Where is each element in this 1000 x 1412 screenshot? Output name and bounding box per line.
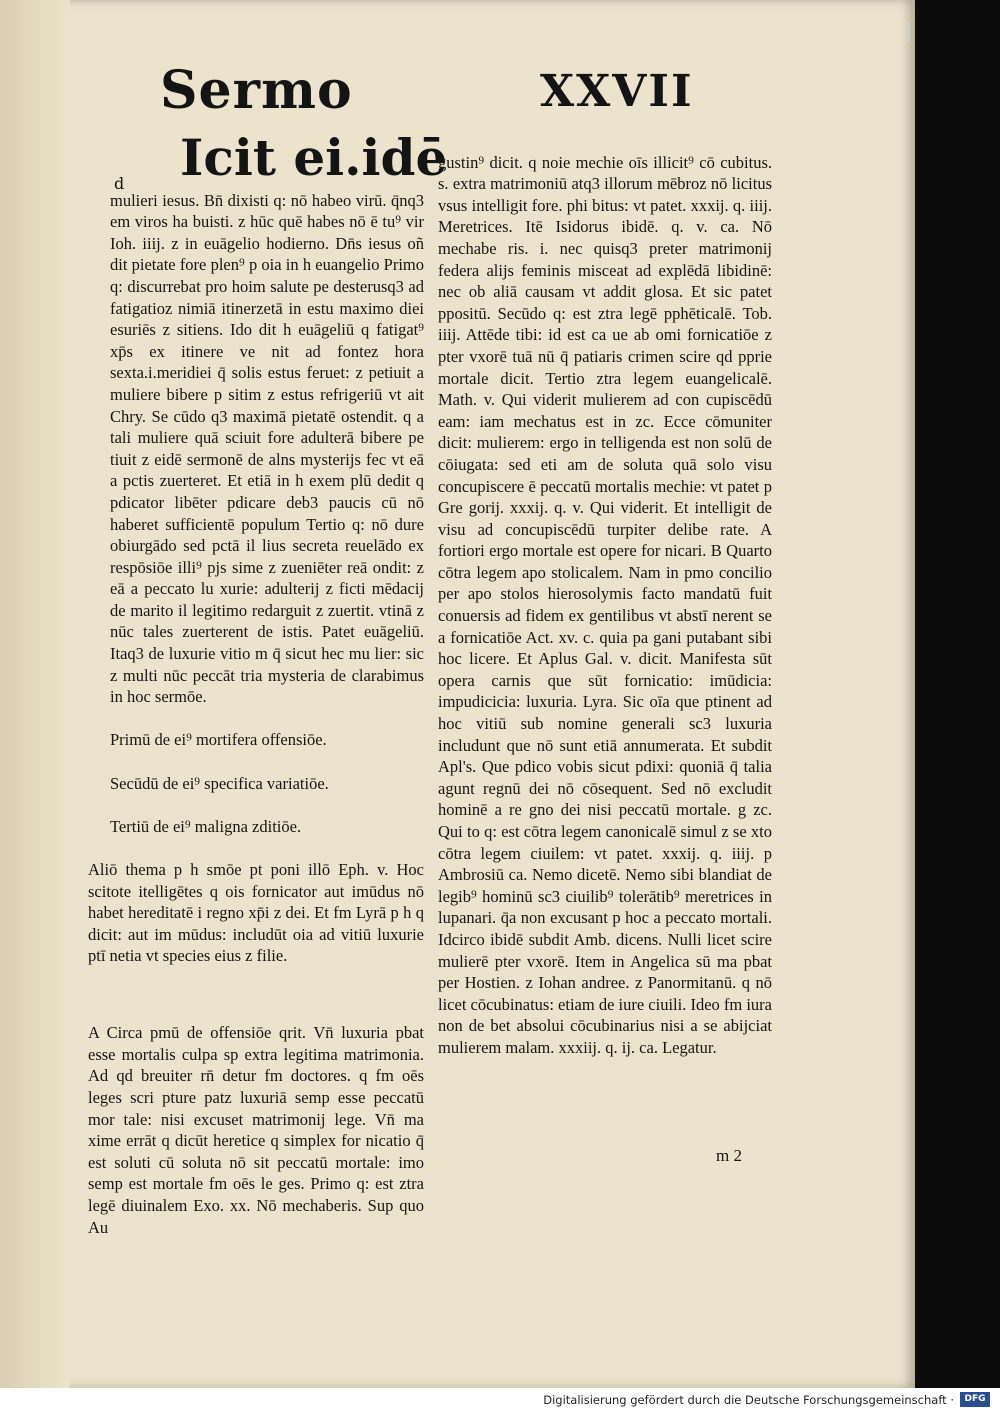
left-text-column xyxy=(88,168,424,1260)
folio-number: XXVII xyxy=(540,66,694,117)
left-paragraph-3: A Circa pmū de offensiōe qrit. Vn̄ luxuria pbat esse mortalis culpa sp extra legitima matrimonia. Ad qd breuiter rn̄ detur fm doctores. q fm oēs leges scri pture patz luxuriā semp esse peccatū mor tale: nisi excuset matrimonij lege. Vn̄ ma xime errāt q dicūt heretice q simplex for nicatio q̄ est soluti cū soluta nō sit peccatū mortale: imo semp est mortale fm oēs le ges. Primo q: est ztra legē diuinalem Exo. xx. Nō mechaberis. Sup quo Au xyxy=(88,1023,424,1237)
list-item-3: Tertiū de ei⁹ maligna zditiōe. xyxy=(110,816,302,836)
left-paragraph-2: Aliō thema p h smōe pt poni illō Eph. v. Hoc scitote itelligētes q ois fornicator aut imūdus nō habet hereditatē i regno xp̄i z dei. Et fm Lyrā p h q dicit: aut im mūdus: includūt oia ad vitiū luxurie ptī netia vt species eius z filie. xyxy=(88,860,424,966)
left-paragraph-1: mulieri iesus. Bn̄ dixisti q: nō habeo virū. q̄nq3 em viros ha buisti. z hūc quē habes nō ē tu⁹ vir Ioh. iiij. z in euāgelio hodierno. Dn̄s iesus oñ dit pietate fore plen⁹ p oia in h euangelio Primo q: discurrebat pro hoim salute pe desterusq3 ad fatigatioz nimiā itinerzetā in estu maximo diei esuriēs z sitiens. Ido dit h euāgeliū q fatigat⁹ xp̄s ex itinere ve nit ad fontez hora sexta.i.meridiei q̄ solis estus feruet: z petiuit a muliere bibere p sitim z estus refrigeriū vt ait Chry. Se cūdo q3 maximā pietatē ostendit. q a tali muliere quā sciuit fore adulterā bibere pe tiuit z eidē sermonē de alns mysterijs fec vt eā a pctis zuerteret. Et etiā in h exem plū dedit q pdicator libēter pdicare deb3 paucis cū nō haberet sufficientē populum Tertio q: nō dure obiurgādo sed pctā il lius secreta reuelādo ex respōsiōe illi⁹ pjs sime z zueniēter reā ondit: z eā a peccato lu xurie: adulterij z ficti mēdacij de marito il legitimo redarguit z zuertit. vtinā z nūc tales zuerterent de istis. Patet euāgeliū. Itaq3 de luxurie vitio m q̄ sicut hec mu lier: sic z multi nūc peccāt tria mysteria de clarabimus in hoc sermōe. xyxy=(110,190,424,707)
footer-bar xyxy=(0,1388,1000,1412)
footer-credit: Digitalisierung gefördert durch die Deutsche Forschungsgemeinschaft · xyxy=(543,1393,954,1407)
binding-gutter xyxy=(0,0,70,1388)
initial-letter: d xyxy=(114,174,125,193)
right-paragraph-1: gustin⁹ dicit. q noie mechie oīs illicit⁹ cō cubitus. s. extra matrimoniū atq3 illorum mēbroz nō licitus vsus intelligit fore. phi bitus: vt patet. xxxij. q. iiij. Meretrices. Itē Isidorus ibidē. q. v. ca. Nō mechabe ris. i. nec quisq3 preter matrimonij federa alijs feminis misceat ad explēdā libidinē: nec ob aliā causam vt addit glosa. Et sic patet ppositū. Secūdo q: est ztra legē pphēticalē. Tob. iiij. Attēde tibi: id est ca ue ab omi fornicatiōe z pter vxorē tuā nū q̄ patiaris crimen scire qd pprie mortale dicit. Tertio ztra legem euangelicalē. Math. v. Qui viderit mulierem ad con cupiscēdū eam: iam mechatus est in zc. Ecce cōmuniter dicit: mulierem: ergo in telligenda est non solū de cōiugata: sed eti am de soluta quā solo visu concupiscere ē peccatū mortalis mechie: vt patet p Gre gorij. xxxij. q. v. Qui viderit. Et intelligit de visu ad concupiscēdū turpiter delibe rate. A fortiori ergo mortale est opere for nicari. B Quarto cōtra legem apo stolicalem. Nam in pmo concilio per apo stolos hierosolymis facto mandatū fuit conuersis ad fidem ex gentilibus vt abstī nerent se a fornicatiōe Act. xv. c. quia pa gani putabant sibi hoc licere. Et Aplus Gal. v. dicit. Manifesta sūt opera carnis que sūt fornicatio: imūdicia: impudicicia: luxuria. Lyra. Sic oīa que ptinent ad hoc vitiū sub nomine generali sc3 luxuria includunt que nō sunt etiā annumerata. Et subdit Apl's. Que pdico vobis sicut pdixi: quoniā q̄ talia agunt regnū dei nō cōsequent. Sed nō excludit hominē a re gno dei nisi peccatū mortale. g zc. Qui to q: est cōtra legem canonicalē simul z se xto cōtra legem ciuilem: vt patet. xxxij. q. iiij. p Ambrosiū ca. Nemo dicetē. Nemo sibi blandiat de legib⁹ hominū sc3 ciuilib⁹ tolerātib⁹ meretrices in lupanari. q̄a non excusant p hoc a peccato mortali. Idcirco ibidē subdit Amb. dicens. Nulli licet scire mulierē pter vxorē. Item in Angelica sū ma pbat per Hostien. z Iohan andree. z Panormitanū. q nō licet cōcubinatus: etiam de iure ciuili. Ideo fm iura non de bet absolui cōcubinarius nisi a se abijciat mulierem malam. xxxiij. q. ij. ca. Legatur. xyxy=(438,152,773,1057)
list-item-1: Primū de ei⁹ mortifera offensiōe. xyxy=(110,730,327,750)
running-title: Sermo xyxy=(160,60,353,121)
incipit-heading: Icit ei.idē xyxy=(180,128,448,187)
dfg-logo-icon: DFG xyxy=(960,1392,990,1407)
list-item-2: Secūdū de ei⁹ specifica variatiōe. xyxy=(110,773,329,793)
paragraph-gap xyxy=(88,989,424,1001)
scan-edge-mark xyxy=(907,22,910,42)
right-text-column xyxy=(438,130,772,1080)
signature-mark: m 2 xyxy=(716,1146,742,1165)
